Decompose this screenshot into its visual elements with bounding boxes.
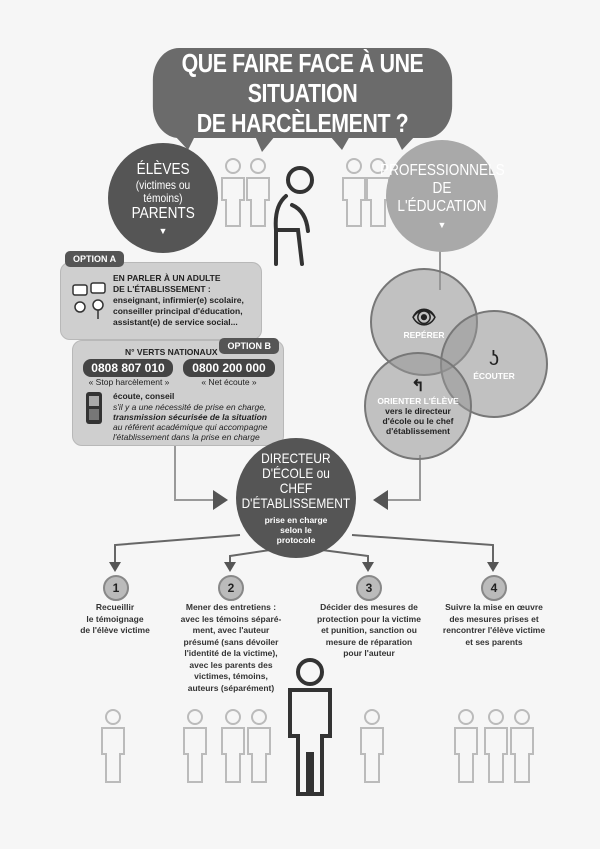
page-title: QUE FAIRE FACE À UNE SITUATION (181, 48, 424, 108)
turn-arrow-icon: ↰ (411, 378, 425, 395)
step-line: Recueillir (95, 602, 135, 612)
circle-title: DE L'ÉDUCATION (397, 180, 487, 215)
option-b-line: au référent académique qui accompagne (113, 422, 268, 432)
director-title: D'ÉCOLE ou CHEF (262, 465, 330, 496)
step-4-text (432, 602, 556, 648)
orienter-line: vers le directeur (385, 406, 451, 416)
step-line: mesure de réparation (325, 636, 413, 647)
step-line: Mener des entretiens : (185, 602, 277, 612)
option-b-header: N° VERTS NATIONAUX (125, 347, 218, 357)
circle-title: ÉLÈVES (136, 160, 190, 178)
orienter-line: d'établissement (386, 426, 450, 436)
option-a-box (60, 254, 262, 340)
director-subtitle: prise en charge (264, 515, 328, 525)
ear-icon: ʖ (489, 347, 499, 370)
step-line: des mesures prises et (449, 613, 539, 624)
arrow-down-icon (487, 562, 499, 572)
option-a-line: conseiller principal d'éducation, (113, 306, 243, 316)
director-subtitle: protocole (276, 535, 316, 545)
step-line: Décider des mesures de (320, 602, 418, 612)
option-a-line: EN PARLER À UN ADULTE (113, 273, 221, 283)
step-3-number: 3 (356, 575, 382, 601)
connector-line (175, 445, 215, 500)
phone-label: « Net écoute » (201, 377, 257, 387)
orienter-line: d'école ou le chef (382, 416, 454, 426)
step-line: auteurs (séparément) (187, 682, 275, 693)
connector-line (352, 535, 493, 566)
connector-line (322, 550, 368, 566)
option-a-line: enseignant, infirmier(e) scolaire, (113, 295, 244, 305)
step-1-number: 1 (103, 575, 129, 601)
phone-number-net-ecoute[interactable]: 0800 200 000 (183, 359, 275, 377)
director-circle (236, 438, 356, 558)
step-line: le témoignage (86, 613, 144, 624)
option-a-line: assistant(e) de service social... (113, 317, 238, 327)
phone-icon (85, 391, 103, 425)
step-line: victimes, témoins, (194, 671, 268, 681)
director-subtitle: selon le (280, 525, 312, 535)
orienter-label: ORIENTER L'ÉLÈVE (377, 396, 459, 406)
arrow-down-icon (224, 562, 236, 572)
step-line: protection pour la victime (317, 613, 421, 624)
speech-bubbles-icon (71, 281, 109, 321)
step-3-text (305, 602, 433, 660)
step-line: avec les parents des (189, 659, 273, 670)
arrow-left-icon (373, 490, 388, 510)
director-title: DIRECTEUR (261, 450, 331, 466)
people-group-icon (102, 710, 533, 782)
standing-adult-icon (290, 660, 330, 794)
option-a-line: DE L'ÉTABLISSEMENT : (113, 284, 211, 294)
connector-line (230, 550, 270, 566)
director-title: D'ÉTABLISSEMENT (241, 495, 351, 511)
option-b-box (72, 340, 284, 446)
step-2-text (170, 602, 292, 694)
phone-number-stop-harcelement[interactable]: 0808 807 010 (83, 359, 173, 377)
option-b-line: écoute, conseil (113, 391, 175, 401)
ecouter-label: ÉCOUTER (473, 370, 515, 381)
reperer-label: REPÉRER (403, 329, 445, 340)
step-line: de l'élève victime (80, 625, 150, 635)
step-line: ment, avec l'auteur (192, 625, 270, 635)
arrow-right-icon (213, 490, 228, 510)
chevron-down-icon: ▼ (158, 225, 168, 236)
connector-line (115, 535, 240, 566)
chevron-down-icon: ▼ (437, 220, 447, 230)
step-1-text (55, 602, 175, 637)
eye-icon: 👁 (411, 306, 437, 329)
option-b-text (113, 402, 281, 442)
circle-subtitle: (victimes ou témoins) (135, 177, 191, 205)
step-line: rencontrer l'élève victime (442, 625, 546, 635)
connector-line (385, 455, 420, 500)
arrow-down-icon (362, 562, 374, 572)
sitting-child-icon (276, 168, 312, 264)
step-line: et ses parents (465, 636, 523, 647)
arrow-down-icon (109, 562, 121, 572)
option-b-tag: OPTION B (219, 338, 279, 354)
step-line: l'identité de la victime), (184, 648, 278, 658)
students-parents-circle (108, 143, 218, 253)
title-bubble (153, 48, 452, 138)
step-line: pour l'auteur (343, 648, 395, 658)
step-4-number: 4 (481, 575, 507, 601)
step-line: présumé (sans dévoiler (183, 636, 279, 647)
option-a-text (113, 273, 258, 328)
option-b-line: l'établissement dans la prise en charge (113, 432, 260, 442)
orienter-circle (364, 352, 472, 460)
circle-title: PARENTS (131, 204, 195, 222)
professionals-circle (379, 140, 505, 252)
step-line: Suivre la mise en œuvre (445, 602, 543, 612)
option-b-line: transmission sécurisée de la situation (113, 412, 268, 422)
step-2-number: 2 (218, 575, 244, 601)
step-line: avec les témoins séparé- (180, 613, 282, 624)
phone-label: « Stop harcèlement » (88, 377, 170, 387)
page-title-line2: DE HARCÈLEMENT ? (196, 108, 409, 138)
option-b-line: s'il y a une nécessité de prise en charge, (113, 402, 267, 412)
step-line: et punition, sanction ou (321, 625, 417, 635)
circle-title: PROFESSIONNELS (379, 162, 505, 179)
option-a-tag: OPTION A (65, 251, 124, 267)
